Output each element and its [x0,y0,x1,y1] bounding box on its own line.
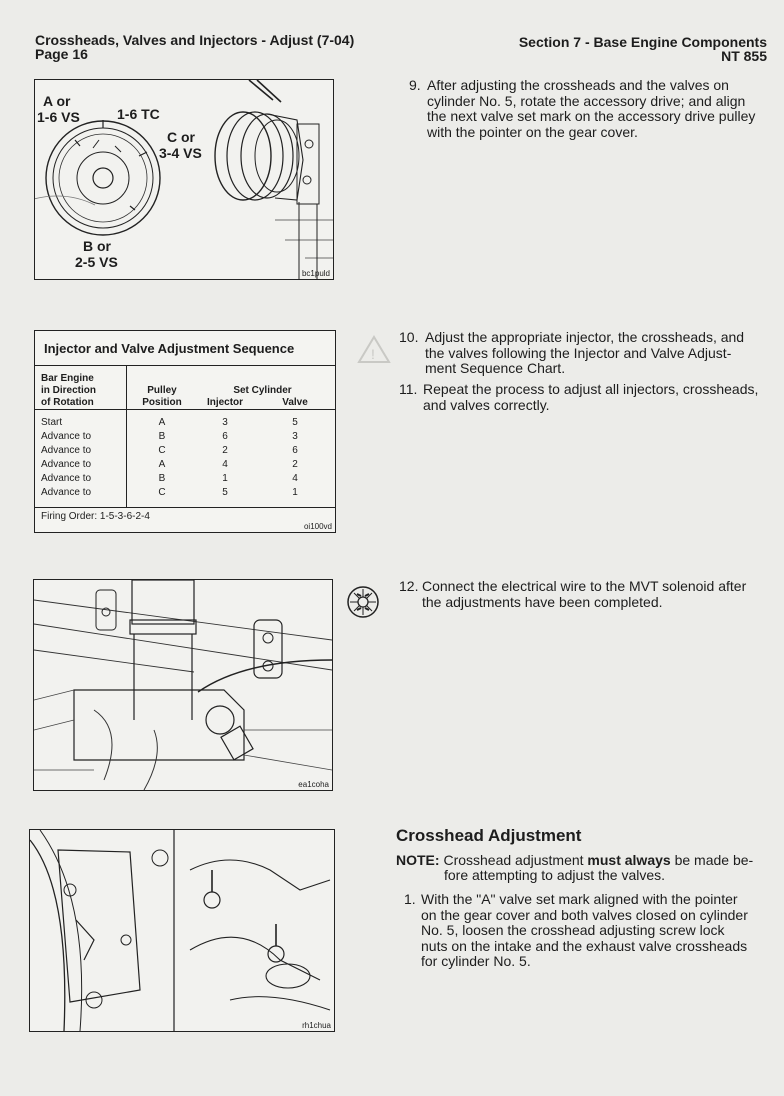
firing-order: Firing Order: 1-5-3-6-2-4 [41,511,150,522]
pulley-figure [34,79,334,280]
label-tc: 1-6 TC [117,106,160,122]
label-c: C or [167,129,195,145]
crosshead-figure [29,829,335,1032]
section-title: Section 7 - Base Engine Components [518,34,767,50]
warning-icon [356,334,392,364]
solenoid-illustration [34,580,332,790]
crosshead-illustration [30,830,334,1031]
figure-tag: ea1coha [298,780,329,789]
note: NOTE: Crosshead adjustment must always be made be- fore attempting to adjust the valves. [396,852,754,883]
col-direction-header: Bar Engine in Direction of Rotation [41,373,97,408]
table-title: Injector and Valve Adjustment Sequence [44,341,295,356]
svg-text:!: ! [371,346,375,362]
label-b: B or [83,238,111,254]
col-valve-header: Valve [282,397,308,408]
col-set-cylinder-header: Set Cylinder [233,385,292,396]
tool-icon [346,585,380,619]
adjustment-sequence-table: Injector and Valve Adjustment Sequence Bar Engine in Direction of Rotation Pulley Position Set Cylinder Injector Valve Start A 3 5 Advance to B 6 3 Advance to C 2 6 Advance to A 4 2 Advance to B 1 4 Advance to C 5 1 Firing Order: 1-5-3-6-2-4 oi100vd [34,330,336,533]
col-pulley-header: Pulley Position [142,385,182,408]
col-injector-header: Injector [206,397,244,408]
table-tag: oi100vd [303,522,332,531]
figure-tag: rh1chua [302,1021,331,1030]
note-label: NOTE: [396,852,440,868]
engine-model: NT 855 [721,48,767,64]
label-a: A or [43,93,71,109]
solenoid-figure [33,579,333,791]
doc-title: Crossheads, Valves and Injectors - Adjust (7-04) [35,32,355,48]
figure-tag: bc1puld [301,269,330,278]
label-a-vs: 1-6 VS [37,109,80,125]
label-c-vs: 3-4 VS [159,145,202,161]
page-number: Page 16 [35,46,88,62]
section-heading: Crosshead Adjustment [396,826,582,845]
label-b-vs: 2-5 VS [75,254,118,270]
